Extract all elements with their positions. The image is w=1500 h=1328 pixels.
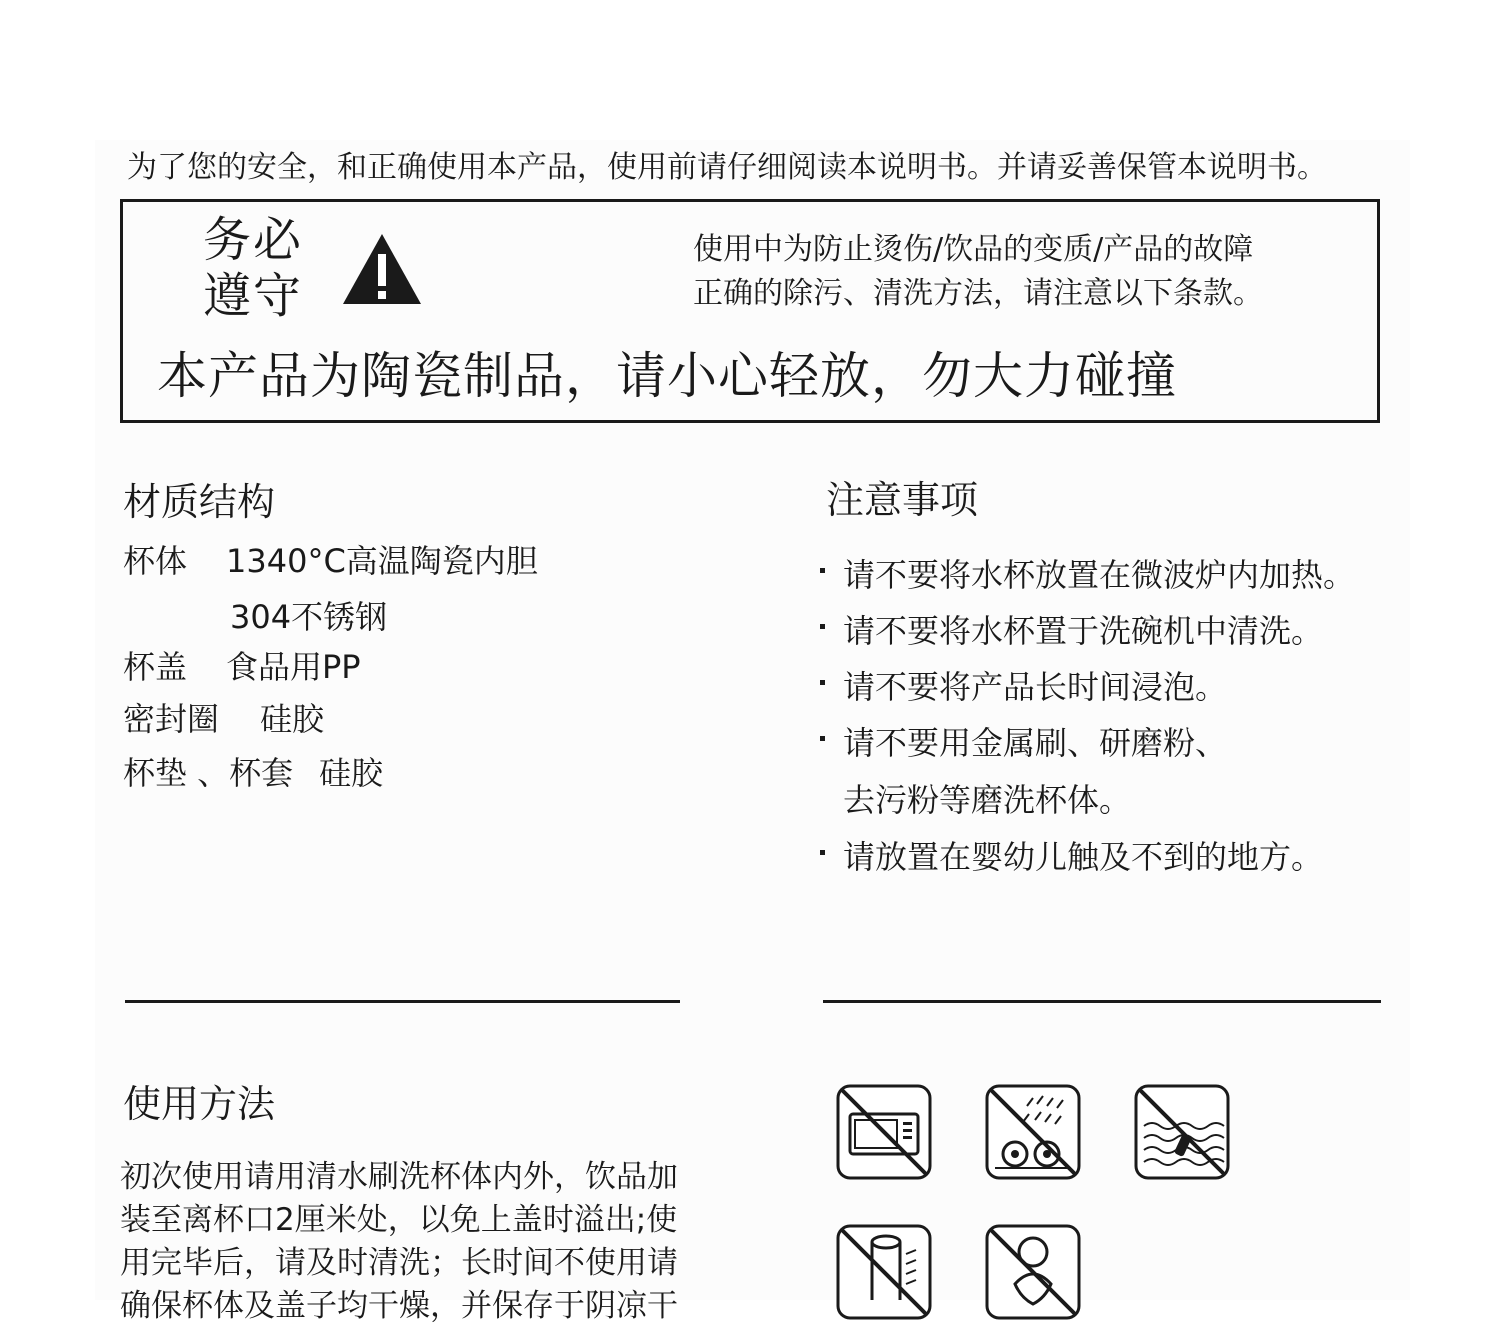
warning-triangle-icon: [341, 232, 423, 306]
intro-text: 为了您的安全，和正确使用本产品，使用前请仔细阅读本说明书。并请妥善保管本说明书。: [127, 150, 1327, 185]
warning-note: [693, 228, 1263, 316]
must-line-1: 务必: [203, 212, 304, 268]
warning-note-line-1: 使用中为防止烫伤/饮品的变质/产品的故障: [693, 232, 1254, 267]
material-row: [123, 646, 361, 688]
material-value: 硅胶: [319, 754, 384, 792]
no-abrasive-brush-icon: [836, 1224, 932, 1320]
bullet-icon: [820, 680, 825, 685]
bullet-icon: [820, 568, 825, 573]
bullet-icon: [820, 736, 825, 741]
material-value: 304不锈钢: [230, 598, 388, 636]
note-text: 请不要将水杯置于洗碗机中清洗。: [843, 612, 1324, 650]
warning-note-line-2: 正确的除污、清洗方法，请注意以下条款。: [693, 276, 1263, 311]
must-observe-label: [203, 212, 303, 324]
materials-title: 材质结构: [123, 480, 276, 524]
bullet-icon: [820, 624, 825, 629]
note-text: 请放置在婴幼儿触及不到的地方。: [843, 838, 1324, 876]
must-line-2: 遵守: [203, 268, 304, 324]
material-label: 杯体: [123, 542, 188, 580]
warning-box: [120, 199, 1380, 423]
notes-title: 注意事项: [826, 478, 979, 522]
note-text: 请不要将水杯放置在微波炉内加热。: [843, 556, 1356, 594]
note-text: 请不要用金属刷、研磨粉、: [843, 724, 1228, 762]
warning-main-text: 本产品为陶瓷制品，请小心轻放，勿大力碰撞: [157, 347, 1177, 405]
no-soaking-icon: [1134, 1084, 1230, 1180]
usage-text: [120, 1156, 700, 1328]
bullet-icon: [820, 850, 825, 855]
material-value: 食品用PP: [226, 648, 361, 686]
usage-line: 用完毕后，请及时清洗；长时间不使用请: [120, 1245, 678, 1281]
note-text: 请不要将产品长时间浸泡。: [843, 668, 1228, 706]
divider-right: [823, 1000, 1381, 1003]
material-label: 杯垫 、杯套: [123, 754, 294, 792]
note-text: 去污粉等磨洗杯体。: [843, 781, 1132, 819]
keep-away-from-children-icon: [985, 1224, 1081, 1320]
material-value: 1340°C高温陶瓷内胆: [226, 542, 538, 580]
material-label: 杯盖: [123, 648, 188, 686]
usage-line: 初次使用请用清水刷洗杯体内外，饮品加: [120, 1159, 678, 1195]
usage-line: 确保杯体及盖子均干燥，并保存于阴凉干: [120, 1288, 678, 1324]
usage-title: 使用方法: [123, 1082, 276, 1126]
material-row: [123, 540, 538, 582]
material-row: [123, 698, 325, 740]
divider-left: [125, 1000, 680, 1003]
no-dishwasher-icon: [985, 1084, 1081, 1180]
material-value: 硅胶: [260, 700, 325, 738]
material-label: 密封圈: [123, 700, 220, 738]
usage-line: 装至离杯口2厘米处，以免上盖时溢出;使: [120, 1202, 678, 1238]
material-row: [123, 752, 384, 794]
no-microwave-icon: [836, 1084, 932, 1180]
